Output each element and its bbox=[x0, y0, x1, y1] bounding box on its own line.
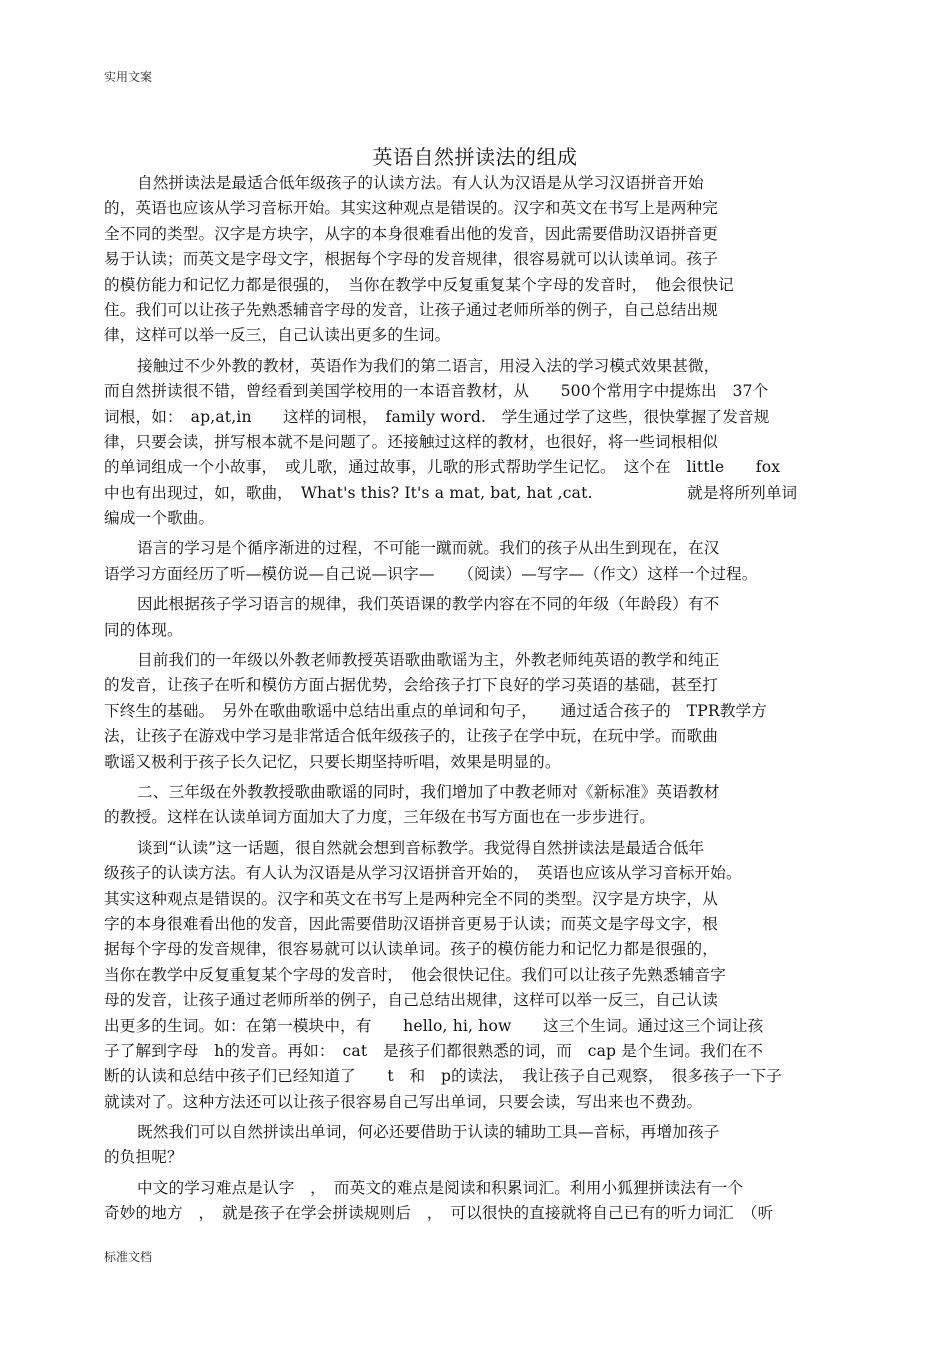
text-line: 编成一个歌曲。 bbox=[104, 509, 215, 528]
text-line: 的模仿能力和记忆力都是很强的， 当你在教学中反复重复某个字母的发音时， 他会很快记 bbox=[104, 275, 734, 294]
text-line: 语言的学习是个循序渐进的过程，不可能一蹴而就。我们的孩子从出生到现在，在汉 bbox=[137, 539, 720, 558]
text-line: 的，英语也应该从学习音标开始。其实这种观点是错误的。汉字和英文在书写上是两种完 bbox=[104, 199, 719, 218]
paragraph-2 bbox=[104, 354, 844, 532]
text-line: 自然拼读法是最适合低年级孩子的认读方法。有人认为汉语是从学习汉语拼音开始 bbox=[137, 174, 704, 192]
text-line: 同的体现。 bbox=[104, 620, 183, 639]
text-line: 奇妙的地方 ， 就是孩子在学会拼读规则后 ， 可以很快的直接就将自己已有的听力词汇 （听 bbox=[104, 1204, 774, 1223]
text-line: 下终生的基础。 另外在歌曲歌谣中总结出重点的单词和句子， 通过适合孩子的 TPR教学方 bbox=[104, 701, 767, 720]
paragraph-8 bbox=[104, 1120, 844, 1171]
paragraph-9 bbox=[104, 1176, 844, 1227]
text-line: 既然我们可以自然拼读出单词，何必还要借助于认读的辅助工具—音标，再增加孩子 bbox=[137, 1123, 720, 1142]
document-title: 英语自然拼读法的组成 bbox=[372, 145, 578, 170]
page-footer-label: 标准文档 bbox=[104, 1250, 153, 1264]
paragraph-3 bbox=[104, 536, 844, 587]
text-line: 语学习方面经历了听—模仿说—自己说—识字— （阅读）—写字—（作文）这样一个过程。 bbox=[104, 564, 758, 583]
text-line: 住。我们可以让孩子先熟悉辅音字母的发音，让孩子通过老师所举的例子，自己总结出规 bbox=[104, 300, 719, 319]
text-line: 易于认读；而英文是字母文字，根据每个字母的发音规律，很容易就可以认读单词。孩子 bbox=[104, 250, 719, 269]
text-line: 律，这样可以举一反三，自己认读出更多的生词。 bbox=[104, 326, 451, 345]
text-line: 歌谣又极利于孩子长久记忆，只要长期坚持听唱，效果是明显的。 bbox=[104, 752, 561, 771]
text-line: 接触过不少外教的教材，英语作为我们的第二语言，用浸入法的学习模式效果甚微， bbox=[137, 356, 720, 375]
text-line: 断的认读和总结中孩子们已经知道了 t 和 p的读法， 我让孩子自己观察， 很多孩子一下子 bbox=[104, 1067, 782, 1086]
text-line: 全不同的类型。汉字是方块字，从字的本身很难看出他的发音，因此需要借助汉语拼音更 bbox=[104, 224, 719, 243]
text-line: 据每个字母的发音规律，很容易就可以认读单词。孩子的模仿能力和记忆力都是很强的， bbox=[104, 940, 719, 959]
text-line: 级孩子的认读方法。有人认为汉语是从学习汉语拼音开始的， 英语也应该从学习音标开始。 bbox=[104, 864, 742, 883]
paragraph-6 bbox=[104, 780, 844, 831]
text-line: 子了解到字母 h的发音。再如： cat 是孩子们都很熟悉的词，而 cap 是个生词。我们在不 bbox=[104, 1041, 763, 1060]
text-line: 谈到“认读”这一话题，很自然就会想到音标教学。我觉得自然拼读法是最适合低年 bbox=[137, 838, 705, 857]
paragraph-4 bbox=[104, 592, 844, 643]
paragraph-5 bbox=[104, 648, 844, 775]
text-line: 母的发音，让孩子通过老师所举的例子，自己总结出规律，这样可以举一反三，自己认读 bbox=[104, 991, 719, 1010]
text-line: 二、三年级在外教教授歌曲歌谣的同时，我们增加了中教老师对《新标准》英语教材 bbox=[137, 782, 720, 801]
text-line: 字的本身很难看出他的发音，因此需要借助汉语拼音更易于认读；而英文是字母文字，根 bbox=[104, 914, 719, 933]
text-line: 就读对了。这种方法还可以让孩子很容易自己写出单词，只要会读，写出来也不费劲。 bbox=[104, 1092, 703, 1111]
page-header-label: 实用文案 bbox=[104, 70, 153, 84]
text-line: 而自然拼读很不错，曾经看到美国学校用的一本语音教材，从 500个常用字中提炼出 37个 bbox=[104, 382, 769, 401]
text-line: 的发音，让孩子在听和模仿方面占据优势，会给孩子打下良好的学习英语的基础，甚至打 bbox=[104, 676, 719, 695]
text-line: 中也有出现过，如，歌曲， What's this? It's a mat, bat, hat ,cat. 就是将所列单词 bbox=[104, 483, 798, 502]
text-line: 目前我们的一年级以外教老师教授英语歌曲歌谣为主，外教老师纯英语的教学和纯正 bbox=[137, 651, 720, 670]
text-line: 的负担呢？ bbox=[104, 1148, 183, 1167]
paragraph-7 bbox=[104, 836, 844, 1115]
text-line: 的单词组成一个小故事， 或儿歌，通过故事，儿歌的形式帮助学生记忆。 这个在 little fox bbox=[104, 458, 781, 477]
text-line: 律，只要会读，拼写根本就不是问题了。还接触过这样的教材，也很好，将一些词根相似 bbox=[104, 432, 719, 451]
text-line: 词根，如： ap,at,in 这样的词根， family word. 学生通过学了这些，很快掌握了发音规 bbox=[104, 407, 770, 426]
text-line: 当你在教学中反复重复某个字母的发音时， 他会很快记住。我们可以让孩子先熟悉辅音字 bbox=[104, 965, 726, 984]
text-line: 中文的学习难点是认字 ， 而英文的难点是阅读和积累词汇。利用小狐狸拼读法有一个 bbox=[137, 1178, 744, 1197]
text-line: 出更多的生词。如：在第一模块中，有 hello, hi, how 这三个生词。通过这三个词让孩 bbox=[104, 1016, 764, 1035]
paragraph-1 bbox=[104, 171, 844, 349]
document-body bbox=[104, 171, 844, 1232]
text-line: 因此根据孩子学习语言的规律，我们英语课的教学内容在不同的年级（年龄段）有不 bbox=[137, 595, 720, 614]
text-line: 其实这种观点是错误的。汉字和英文在书写上是两种完全不同的类型。汉字是方块字，从 bbox=[104, 889, 719, 908]
text-line: 法，让孩子在游戏中学习是非常适合低年级孩子的，让孩子在学中玩，在玩中学。而歌曲 bbox=[104, 727, 719, 746]
text-line: 的教授。这样在认读单词方面加大了力度，三年级在书写方面也在一步步进行。 bbox=[104, 808, 656, 827]
